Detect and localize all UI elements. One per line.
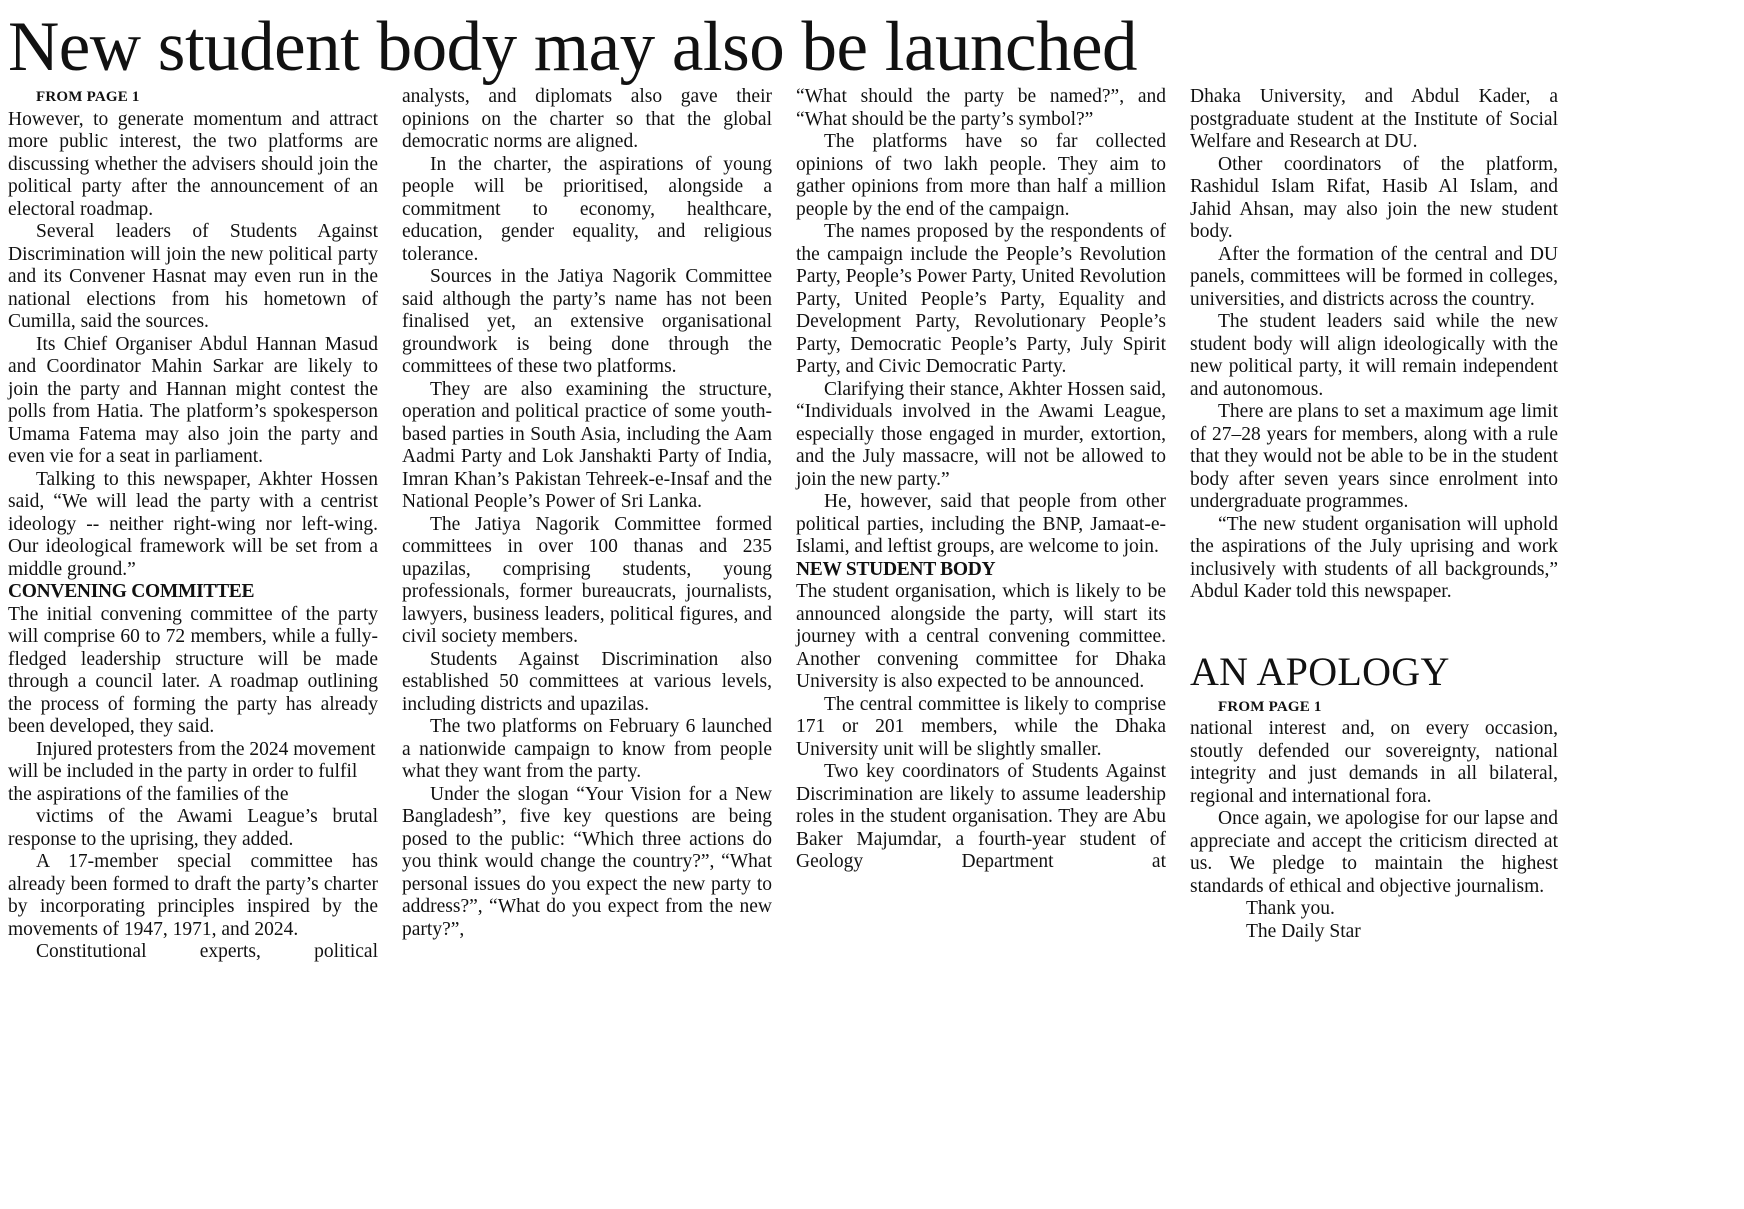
subheading-convening-committee: CONVENING COMMITTEE — [8, 581, 255, 602]
apology-section — [1190, 648, 1558, 944]
continuation-label: FROM PAGE 1 — [36, 89, 140, 105]
paragraph: He, however, said that people from other political parties, including the BNP, Jamaat-e-Islami, and leftist groups, are welcome to join. — [796, 491, 1166, 557]
paragraph: Once again, we apologise for our lapse and appreciate and accept the criticism directed at us. We pledge to maintain the highest standards of ethical and objective journalism. — [1190, 808, 1558, 897]
paragraph: Other coordinators of the platform, Rashidul Islam Rifat, Hasib Al Islam, and Jahid Ahsan, may also join the new student body. — [1190, 153, 1558, 242]
continuation-label: FROM PAGE 1 — [1218, 698, 1322, 715]
paragraph: Injured protesters from the 2024 movement will be included in the party in order to fulfil the aspirations of the families of the — [8, 738, 376, 805]
paragraph: Under the slogan “Your Vision for a New Bangladesh”, five key questions are being posed to the public: “Which three actions do you think would change the country?”, “What personal issues do you expect the new party to address?”, “What do you expect from the new party?”, — [402, 783, 772, 940]
paragraph: Clarifying their stance, Akhter Hossen said, “Individuals involved in the Awami League, especially those engaged in murder, extortion, and the July massacre, will not be allowed to join the new party.” — [796, 378, 1166, 490]
paragraph: The platforms have so far collected opinions of two lakh people. They aim to gather opinions from more than half a million people by the end of the campaign. — [796, 131, 1166, 220]
paragraph: A 17-member special committee has already been formed to draft the party’s charter by incorporating principles inspired by the movements of 1947, 1971, and 2024. — [8, 851, 378, 940]
paragraph: The student leaders said while the new student body will align ideologically with the new political party, it will remain independent and autonomous. — [1190, 311, 1558, 400]
paragraph: Constitutional experts, political — [36, 941, 378, 962]
subheading-new-student-body: NEW STUDENT BODY — [796, 558, 996, 580]
paragraph: Its Chief Organiser Abdul Hannan Masud and Coordinator Mahin Sarkar are likely to join the party and Hannan might contest the polls from Hatia. The platform’s spokesperson Umama Fatema may also join the party and even vie for a seat in parliament. — [8, 333, 378, 467]
paragraph: Talking to this newspaper, Akhter Hossen said, “We will lead the party with a centrist ideology -- neither right-wing nor left-wing. Our ideological framework will be set from a middle ground.” — [8, 468, 378, 580]
article-column-2 — [402, 86, 772, 941]
paragraph: After the formation of the central and DU panels, committees will be formed in colleges, universities, and districts across the country. — [1190, 243, 1558, 310]
paragraph: The central committee is likely to comprise 171 or 201 members, while the Dhaka University unit will be slightly smaller. — [796, 693, 1166, 760]
paragraph: Dhaka University, and Abdul Kader, a postgraduate student at the Institute of Social Welfare and Research at DU. — [1190, 86, 1558, 152]
article-column-3 — [796, 86, 1166, 874]
headline: New student body may also be launched — [8, 8, 1138, 86]
paragraph: However, to generate momentum and attract more public interest, the two platforms are discussing whether the advisers should join the political party after the announcement of an electoral roadmap. — [8, 108, 378, 220]
paragraph: Several leaders of Students Against Discrimination will join the new political party and its Convener Hasnat may even run in the national elections from his hometown of Cumilla, said the sources. — [8, 221, 378, 332]
paragraph: They are also examining the structure, operation and political practice of some youth-based parties in South Asia, including the Aam Aadmi Party and Lok Janshakti Party of India, Imran Khan’s Pakistan Tehreek-e-Insaf and the National People’s Power of Sri Lanka. — [402, 378, 772, 512]
paragraph: There are plans to set a maximum age limit of 27–28 years for members, along with a rule that they would not be able to be in the student body after seven years since enrolment into undergraduate programmes. — [1190, 401, 1558, 512]
paragraph: The student organisation, which is likely to be announced alongside the party, will start its journey with a central convening committee. Another convening committee for Dhaka University is also expected to be announced. — [796, 581, 1166, 692]
paragraph: national interest and, on every occasion, stoutly defended our sovereignty, national integrity and just demands in all bilateral, regional and international fora. — [1190, 718, 1558, 807]
paragraph: The two platforms on February 6 launched a nationwide campaign to know from people what they want from the party. — [402, 716, 772, 782]
paragraph: “The new student organisation will uphold the aspirations of the July uprising and work inclusively with students of all backgrounds,” Abdul Kader told this newspaper. — [1190, 513, 1558, 602]
article-column-1 — [8, 86, 378, 964]
paragraph: Students Against Discrimination also established 50 committees at various levels, including districts and upazilas. — [402, 648, 772, 715]
apology-title: AN APOLOGY — [1190, 648, 1450, 694]
paragraph: Sources in the Jatiya Nagorik Committee said although the party’s name has not been finalised yet, an extensive organisational groundwork is being done through the committees of these two platforms. — [402, 266, 772, 377]
paragraph: Two key coordinators of Students Against Discrimination are likely to assume leadership roles in the student organisation. They are Abu Baker Majumdar, a fourth-year student of Geology Department at — [796, 761, 1166, 872]
paragraph: victims of the Awami League’s brutal response to the uprising, they added. — [8, 806, 378, 850]
paragraph: analysts, and diplomats also gave their opinions on the charter so that the global democratic norms are aligned. — [402, 86, 772, 152]
signature: The Daily Star — [1246, 920, 1361, 942]
article-column-4 — [1190, 86, 1558, 943]
paragraph: The names proposed by the respondents of the campaign include the People’s Revolution Party, People’s Power Party, United Revolution Party, United People’s Party, Equality and Development Party, Revolutionary People’s Party, Democratic People’s Party, July Spirit Party, and Civic Democratic Party. — [796, 221, 1166, 377]
paragraph: The Jatiya Nagorik Committee formed committees in over 100 thanas and 235 upazilas, comprising students, young professionals, former bureaucrats, journalists, lawyers, business leaders, political figures, and civil society members. — [402, 513, 772, 647]
paragraph: The initial convening committee of the party will comprise 60 to 72 members, while a fully-fledged leadership structure will be made through a council later. A roadmap outlining the process of forming the party has already been developed, they said. — [8, 603, 378, 737]
paragraph: “What should the party be named?”, and “What should be the party’s symbol?” — [796, 86, 1166, 130]
paragraph: In the charter, the aspirations of young people will be prioritised, alongside a commitment to economy, healthcare, education, gender equality, and religious tolerance. — [402, 153, 772, 265]
thanks-line: Thank you. — [1246, 898, 1335, 919]
